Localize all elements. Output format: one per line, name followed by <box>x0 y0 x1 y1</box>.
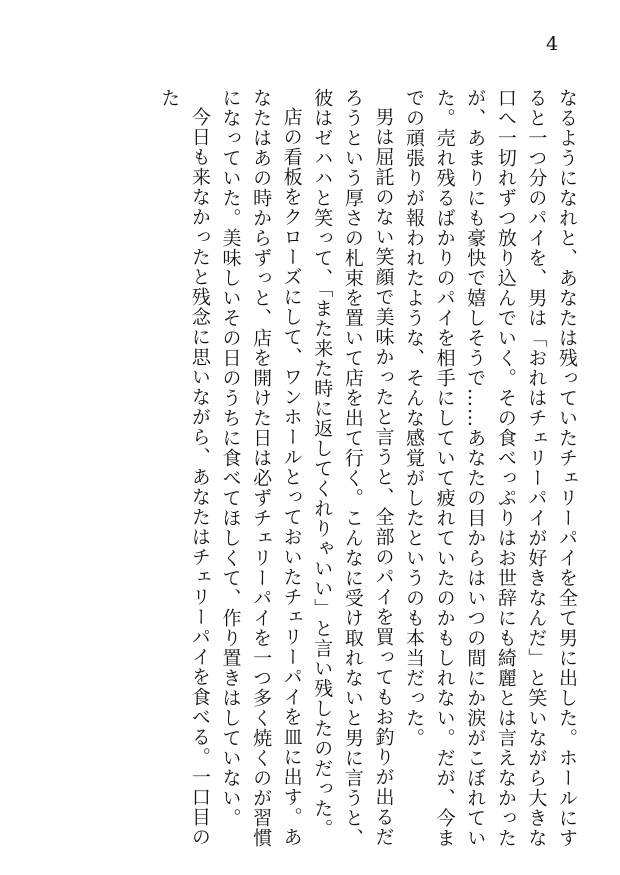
paragraph-2: 男は屈託のない笑顔で美味かったと言うと、全部のパイを買ってもお釣りが出るだろうという厚さの札束を置いて店を出て行く。こんなに受け取れないと男に言うと、彼はゼハハと笑って、「また来た時に返してくれりゃいい」と言い残したのだった。 <box>311 88 395 848</box>
novel-text-body <box>42 88 582 848</box>
paragraph-4: 今日も来なかったと残念に思いながら、あなたはチェリーパイを食べる。一口目のた <box>158 88 211 847</box>
paragraph-1: なるようになれと、あなたは残っていたチェリーパイを全て男に出した。ホールにすると一つ分のパイを、男は「おれはチェリーパイが好きなんだ」と笑いながら大きな口へ一切れずつ放り込んでいく。その食べっぷりはお世辞にも綺麗とは言えなかったが、あまりにも豪快で嬉しそうで……あなたの目からはいつの間にか涙がこぼれていた。売れ残るばかりのパイを相手にしていて疲れていたのかもしれない。だが、今までの頑張りが報われたような、そんな感覚がしたというのも本当だった。 <box>403 88 578 848</box>
paragraph-3: 店の看板をクローズにして、ワンホールとっておいたチェリーパイを皿に出す。あなたはあの時からずっと、店を開けた日は必ずチェリーパイを一つ多く焼くのが習慣になっていた。美味しいその日のうちに食べてほしくて、作り置きはしていない。 <box>219 88 303 848</box>
page-number: 4 <box>546 33 559 55</box>
